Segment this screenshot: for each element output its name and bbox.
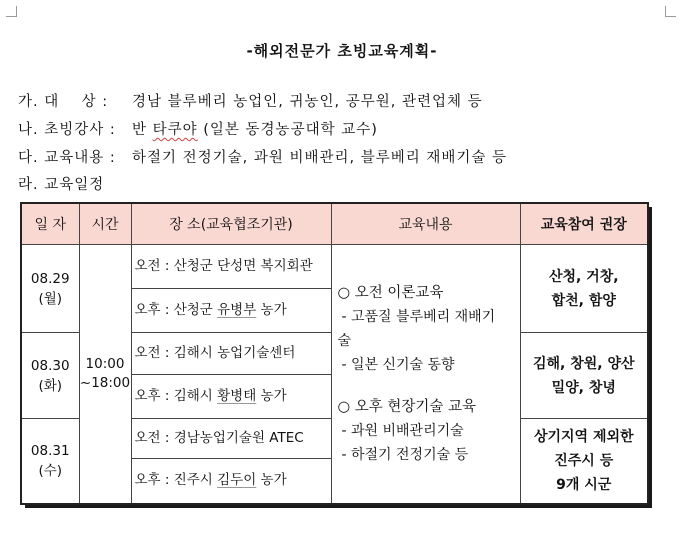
location-pm (131, 459, 331, 504)
recommend-line: 상기지역 제외한 (533, 428, 634, 445)
page-corner-mark (665, 6, 676, 17)
content-item: - 과원 비배관리기술 (341, 422, 464, 439)
location-am: 오전 : 산청군 단성면 복지회관 (131, 245, 331, 289)
document-title: -해외전문가 초빙교육계획- (246, 42, 438, 60)
date: 08.31 (30, 442, 70, 459)
location-pm-pre: 오후 : 산청군 (134, 302, 218, 318)
farm-owner-name: 김두이 (217, 472, 257, 489)
recommend-cell (520, 245, 648, 333)
location-pm-pre: 오후 : 진주시 (134, 472, 218, 489)
recommend-line: 합천, 함양 (551, 292, 616, 309)
date-cell (21, 419, 79, 504)
content-cell (331, 245, 520, 504)
recommend-cell (520, 333, 648, 419)
table-header-row (21, 203, 648, 245)
content-item: 술 (337, 332, 352, 349)
location-pm (131, 289, 331, 333)
location-pm-pre: 오후 : 김해시 (134, 388, 218, 404)
content-am-head: ○ 오전 이론교육 (337, 284, 444, 301)
content-pm-head: ○ 오후 현장기술 교육 (337, 398, 477, 415)
header-location: 장 소(교육협조기관) (131, 203, 331, 245)
recommend-line: 9개 시군 (556, 476, 612, 493)
content-item: - 고품질 블루베리 재배기 (341, 308, 496, 325)
info-line-content (18, 146, 507, 167)
info-line-schedule (18, 173, 104, 194)
date: 08.29 (30, 270, 70, 287)
date: 08.30 (30, 357, 70, 374)
info-line-target (18, 90, 483, 111)
time-start: 10:00 (85, 355, 125, 372)
header-date: 일 자 (21, 203, 79, 245)
schedule-table (20, 202, 649, 505)
weekday: (월) (38, 290, 63, 307)
weekday: (수) (38, 462, 63, 479)
instructor-name: 타쿠야 (152, 122, 198, 138)
location-am: 오전 : 경남농업기술원 ATEC (131, 419, 331, 459)
recommend-line: 김해, 창원, 양산 (532, 355, 635, 372)
location-pm-post: 농가 (256, 472, 287, 489)
header-time: 시간 (79, 203, 131, 245)
recommend-line: 밀양, 창녕 (551, 379, 616, 396)
header-content: 교육내용 (331, 203, 520, 245)
location-pm-post: 농가 (256, 388, 287, 404)
content-item: - 하절기 전정기술 등 (341, 446, 469, 463)
farm-owner-name: 황병태 (217, 388, 257, 404)
info-label: 라. 교육일정 (18, 177, 105, 193)
info-label: 다. 교육내용 : (18, 150, 116, 166)
info-line-instructor (18, 118, 378, 139)
weekday: (화) (38, 377, 63, 394)
page-corner-mark (6, 6, 17, 17)
date-cell (21, 333, 79, 419)
content-item: - 일본 신기술 동향 (341, 356, 455, 373)
recommend-line: 진주시 등 (554, 452, 614, 469)
location-pm (131, 375, 331, 419)
info-label: 가. 대 상 : (18, 94, 109, 110)
info-value-post: (일본 동경농공대학 교수) (197, 122, 378, 138)
table-row (21, 245, 648, 289)
recommend-line: 산청, 거창, (548, 268, 619, 285)
time-end: ~18:00 (79, 374, 131, 391)
header-recommend: 교육참여 권장 (520, 203, 648, 245)
info-value-pre: 반 (132, 122, 153, 138)
info-value: 하절기 전정기술, 과원 비배관리, 블루베리 재배기술 등 (132, 150, 508, 166)
location-am: 오전 : 김해시 농업기술센터 (131, 333, 331, 375)
date-cell (21, 245, 79, 333)
recommend-cell (520, 419, 648, 504)
location-pm-post: 농가 (256, 302, 287, 318)
farm-owner-name: 유병부 (217, 302, 257, 318)
time-cell (79, 245, 131, 504)
info-value: 경남 블루베리 농업인, 귀농인, 공무원, 관련업체 등 (132, 94, 483, 110)
info-label: 나. 초빙강사 : (18, 122, 116, 138)
